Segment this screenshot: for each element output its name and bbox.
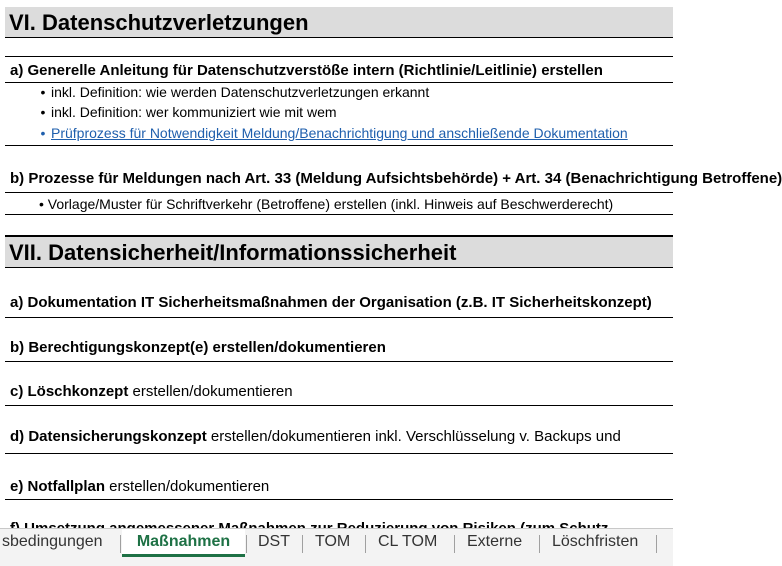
row-border (5, 405, 673, 406)
row-border (5, 361, 673, 362)
row-border (5, 317, 673, 318)
row-label-bold: e) Notfallplan (10, 478, 106, 495)
tab-externe[interactable]: Externe (467, 533, 523, 550)
tab-tom[interactable]: TOM (315, 533, 351, 550)
tab-separator (302, 535, 303, 553)
row-e-notfallplan[interactable] (5, 478, 673, 498)
tab-separator (246, 535, 247, 553)
row-border (5, 499, 673, 500)
bullet-icon: • (40, 104, 46, 120)
section-header-datensicherheit[interactable] (5, 237, 673, 268)
row-a-anleitung[interactable]: a) Generelle Anleitung für Datenschutzverstöße intern (Richtlinie/Leitlinie) erstellen (10, 62, 603, 79)
row-border (5, 214, 673, 215)
row-a-dokumentation-it[interactable]: a) Dokumentation IT Sicherheitsmaßnahmen der Organisation (z.B. IT Sicherheitskonzept) (10, 294, 652, 311)
tab-loeschfristen[interactable]: Löschfristen (552, 533, 639, 550)
row-label-rest: erstellen/dokumentieren (128, 383, 293, 400)
tab-massnahmen[interactable]: Maßnahmen (122, 529, 245, 557)
tab-dst[interactable]: DST (258, 533, 290, 550)
row-label-rest: erstellen/dokumentieren inkl. Verschlüsselung v. Backups und (206, 428, 621, 445)
bullet-text: Prüfprozess für Notwendigkeit Meldung/Benachrichtigung und anschließende Dokumentation (51, 125, 628, 141)
bullet-definition-erkennung[interactable] (5, 84, 673, 102)
row-label-rest: erstellen/dokumentieren (105, 478, 270, 495)
row-label-bold: c) Löschkonzept (10, 383, 129, 400)
tab-separator (120, 535, 121, 553)
tab-sbedingungen[interactable]: sbedingungen (2, 533, 103, 550)
bullet-text: inkl. Definition: wie werden Datenschutzverletzungen erkannt (51, 84, 430, 100)
row-label-bold: d) Datensicherungskonzept (10, 428, 207, 445)
row-c-loeschkonzept[interactable] (5, 383, 673, 403)
section-header-datenschutzverletzungen[interactable] (5, 7, 673, 38)
bullet-pruefprozess-link[interactable] (5, 125, 673, 144)
bullet-text: inkl. Definition: wer kommuniziert wie mit wem (51, 104, 337, 120)
bullet-vorlage-muster[interactable]: • Vorlage/Muster für Schriftverkehr (Betroffene) erstellen (inkl. Hinweis auf Beschwerderecht) (39, 196, 614, 212)
bullet-definition-kommunikation[interactable] (5, 104, 673, 122)
section-title: VII. Datensicherheit/Informationssicherheit (9, 240, 457, 265)
bullet-icon: • (40, 84, 46, 100)
tab-separator (454, 535, 455, 553)
row-border (5, 56, 673, 57)
row-b-berechtigungskonzept[interactable]: b) Berechtigungskonzept(e) erstellen/dokumentieren (10, 339, 386, 356)
section-title: VI. Datenschutzverletzungen (9, 10, 309, 35)
bullet-icon: • (40, 125, 46, 141)
row-border (5, 453, 673, 454)
tab-separator (365, 535, 366, 553)
sheet-tab-bar (0, 528, 673, 566)
tab-separator (539, 535, 540, 553)
row-border (5, 82, 673, 83)
tab-separator (656, 535, 657, 553)
row-b-prozesse-meldungen[interactable]: b) Prozesse für Meldungen nach Art. 33 (Meldung Aufsichtsbehörde) + Art. 34 (Benachrichtigung Betroffene) (10, 170, 782, 187)
row-border (5, 145, 673, 146)
tab-cl-tom[interactable]: CL TOM (378, 533, 438, 550)
row-border (5, 192, 673, 193)
row-d-datensicherungskonzept[interactable] (5, 428, 673, 448)
